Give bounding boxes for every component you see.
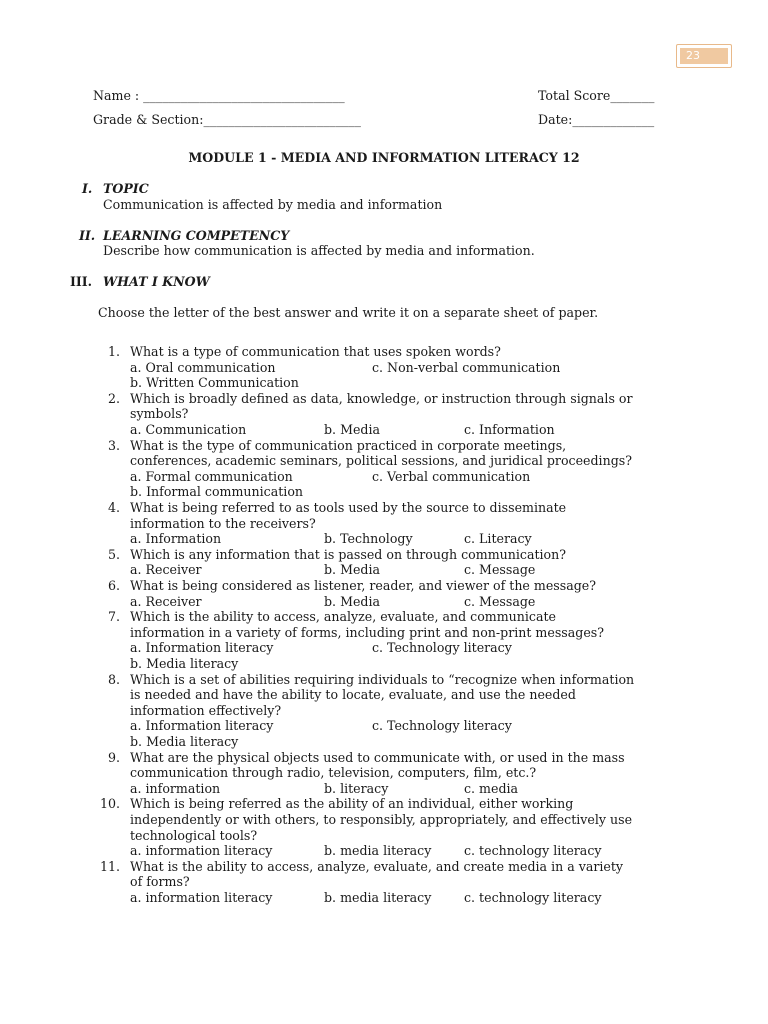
answer-option: c. Literacy xyxy=(464,531,532,547)
answer-option: c. media xyxy=(464,780,519,796)
question-number: 1. xyxy=(107,344,120,359)
question-number: 3. xyxy=(107,437,120,453)
question-number: 7. xyxy=(107,609,120,625)
answer-option: c. Information xyxy=(464,421,555,437)
answer-option: a. information xyxy=(130,780,221,796)
question-text: information to the receivers? xyxy=(130,515,316,531)
answer-option: c. Non-verbal communication xyxy=(372,359,561,375)
section-number: III. xyxy=(70,274,93,289)
answer-option: a. Information literacy xyxy=(130,640,274,656)
question-text: Which is being referred as the ability of an individual, either working xyxy=(130,796,574,812)
name-field: Name : ________________________________ xyxy=(93,88,345,103)
question-number: 10. xyxy=(99,796,120,812)
question-number: 8. xyxy=(107,671,120,687)
answer-option: c. technology literacy xyxy=(464,889,602,905)
question-text: What are the physical objects used to communicate with, or used in the mass xyxy=(130,749,625,765)
answer-option: a. Information literacy xyxy=(130,718,274,734)
section-number: I. xyxy=(82,181,93,196)
section-heading-topic: TOPIC xyxy=(103,181,149,196)
answer-option: b. Media literacy xyxy=(130,733,239,749)
answer-option: a. Oral communication xyxy=(130,359,276,375)
question-number: 9. xyxy=(107,749,120,765)
answer-option: c. Message xyxy=(464,593,536,609)
answer-option: c. Verbal communication xyxy=(372,468,531,484)
question-text: communication through radio, television, computers, film, etc.? xyxy=(130,765,537,781)
answer-option: a. information literacy xyxy=(130,889,273,905)
question-text: of forms? xyxy=(130,874,190,890)
answer-option: b. Media literacy xyxy=(130,655,239,671)
total-score-field: Total Score_______ xyxy=(538,88,655,103)
question-number: 6. xyxy=(107,578,120,593)
question-text: What is being referred to as tools used by the source to disseminate xyxy=(130,500,567,515)
answer-option: b. media literacy xyxy=(324,889,432,905)
answer-option: a. Information xyxy=(130,531,222,547)
answer-option: a. Receiver xyxy=(130,593,202,609)
question-text: What is a type of communication that uses spoken words? xyxy=(130,344,501,359)
module-title: MODULE 1 - MEDIA AND INFORMATION LITERACY 12 xyxy=(188,150,580,165)
answer-option: b. Written Communication xyxy=(130,375,299,391)
section-heading-what-i-know: WHAT I KNOW xyxy=(103,274,210,289)
section-number: II. xyxy=(79,228,96,243)
answer-option: b. media literacy xyxy=(324,843,432,859)
question-number: 4. xyxy=(107,500,120,515)
instruction-text: Choose the letter of the best answer and write it on a separate sheet of paper. xyxy=(98,305,599,320)
question-text: is needed and have the ability to locate, evaluate, and use the needed xyxy=(130,687,576,703)
page-number-badge xyxy=(676,44,732,68)
question-text: What is being considered as listener, reader, and viewer of the message? xyxy=(130,578,596,593)
question-text: information in a variety of forms, including print and non-print messages? xyxy=(130,624,604,640)
date-field: Date:_____________ xyxy=(538,112,655,127)
answer-option: c. Technology literacy xyxy=(372,640,512,656)
question-number: 11. xyxy=(99,858,120,874)
answer-option: a. Receiver xyxy=(130,562,202,578)
answer-option: c. Technology literacy xyxy=(372,718,512,734)
page-number: 23 xyxy=(680,48,728,64)
question-text: Which is broadly defined as data, knowledge, or instruction through signals or xyxy=(130,390,633,406)
question-text: conferences, academic seminars, political sessions, and juridical proceedings? xyxy=(130,453,632,469)
answer-option: c. technology literacy xyxy=(464,843,602,859)
section-heading-competency: LEARNING COMPETENCY xyxy=(103,228,290,243)
question-text: What is the type of communication practiced in corporate meetings, xyxy=(130,437,567,453)
question-text: What is the ability to access, analyze, evaluate, and create media in a variety xyxy=(130,858,624,874)
question-text: technological tools? xyxy=(130,827,258,843)
answer-option: c. Message xyxy=(464,562,536,578)
question-number: 2. xyxy=(107,390,120,406)
section-body-topic: Communication is affected by media and information xyxy=(103,197,443,212)
question-text: independently or with others, to responsibly, appropriately, and effectively use xyxy=(130,811,633,827)
answer-option: b. Technology xyxy=(324,531,413,547)
grade-section-field: Grade & Section:_________________________ xyxy=(93,112,361,127)
question-text: symbols? xyxy=(130,406,189,422)
answer-option: b. Media xyxy=(324,593,381,609)
question-text: Which is a set of abilities requiring individuals to “recognize when information xyxy=(130,671,635,687)
answer-option: a. Formal communication xyxy=(130,468,293,484)
answer-option: a. information literacy xyxy=(130,843,273,859)
section-body-competency: Describe how communication is affected by media and information. xyxy=(103,243,535,258)
answer-option: b. Informal communication xyxy=(130,484,304,500)
question-number: 5. xyxy=(107,546,120,562)
answer-option: b. Media xyxy=(324,562,381,578)
answer-option: b. literacy xyxy=(324,780,389,796)
answer-option: b. Media xyxy=(324,421,381,437)
question-text: information effectively? xyxy=(130,702,282,718)
question-text: Which is any information that is passed on through communication? xyxy=(130,546,566,562)
answer-option: a. Communication xyxy=(130,421,247,437)
question-text: Which is the ability to access, analyze, evaluate, and communicate xyxy=(130,609,556,625)
